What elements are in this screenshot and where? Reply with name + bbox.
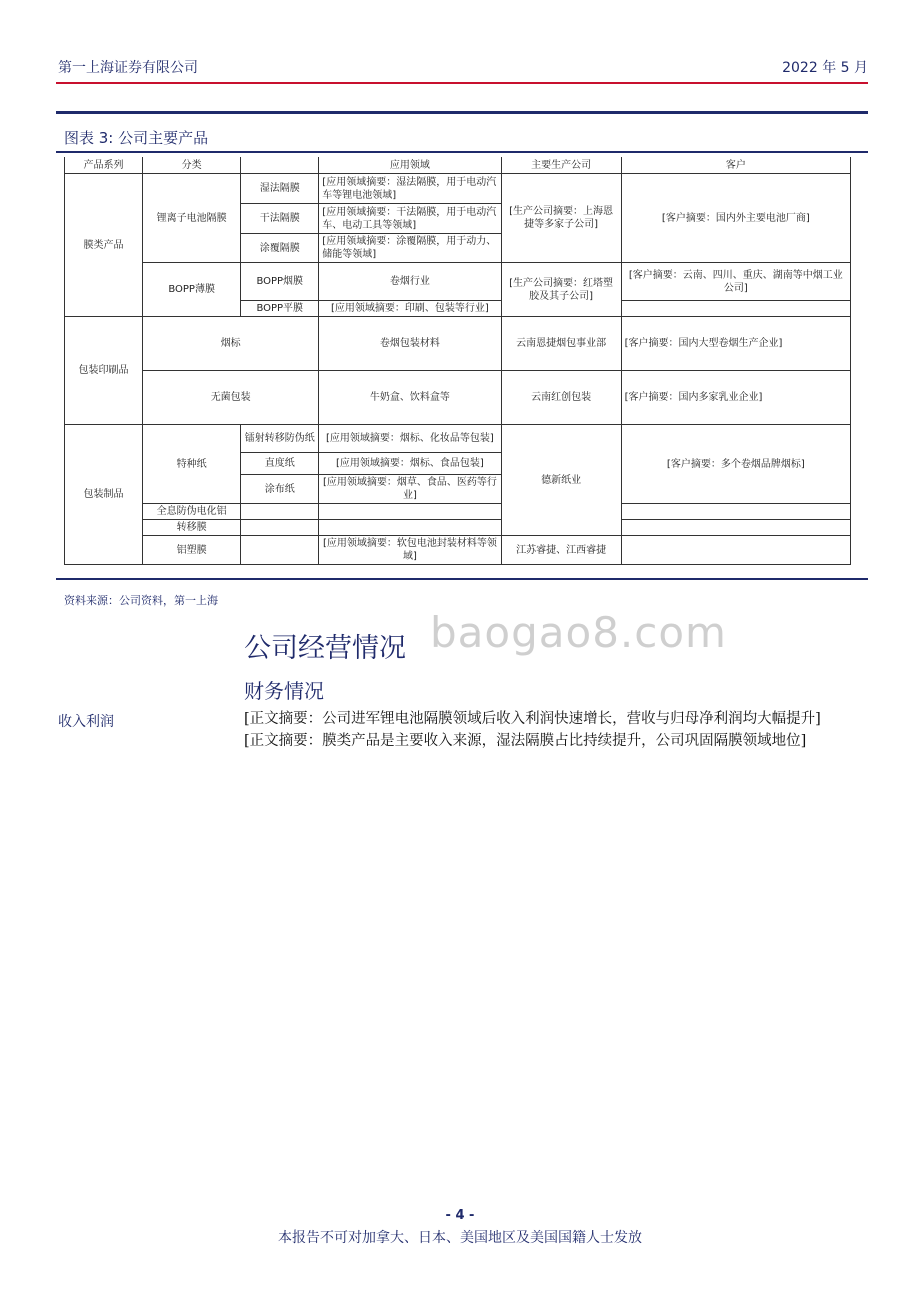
- customer-cell: [621, 301, 850, 317]
- subcategory-cell: 直度纸: [241, 453, 319, 475]
- series-cell: 包装制品: [65, 425, 143, 565]
- side-label: 收入利润: [58, 714, 114, 730]
- subcategory-cell: 湿法隔膜: [241, 174, 319, 204]
- section-subtitle: 财务情况: [244, 679, 324, 703]
- subcategory-cell: 干法隔膜: [241, 204, 319, 234]
- application-cell: [应用领域摘要：烟草、食品、医药等行业]: [319, 475, 501, 504]
- application-cell: [应用领域摘要：烟标、食品包装]: [319, 453, 501, 475]
- header-navy-rule: [56, 111, 868, 114]
- application-cell: [应用领域摘要：干法隔膜，用于电动汽车、电动工具等领域]: [319, 204, 501, 234]
- figure-bottom-rule: [56, 578, 868, 580]
- application-cell: 卷烟行业: [319, 263, 501, 301]
- table-header-row: [65, 157, 851, 174]
- body-text: [244, 708, 866, 752]
- category-cell: 全息防伪电化铝: [143, 504, 241, 520]
- application-cell: [应用领域摘要：涂覆隔膜，用于动力、储能等领域]: [319, 234, 501, 263]
- customer-cell: [621, 520, 850, 536]
- producer-cell: 云南恩捷烟包事业部: [501, 317, 621, 371]
- category-cell: 铝塑膜: [143, 536, 241, 565]
- table-row: [65, 504, 851, 520]
- application-cell: [应用领域摘要：烟标、化妆品等包装]: [319, 425, 501, 453]
- table-row: [65, 263, 851, 301]
- col-header-customer: 客户: [621, 157, 850, 174]
- subcategory-cell: 涂覆隔膜: [241, 234, 319, 263]
- subcategory-cell: [241, 520, 319, 536]
- footer-disclaimer: 本报告不可对加拿大、日本、美国地区及美国国籍人士发放: [278, 1230, 642, 1246]
- customer-cell: [621, 536, 850, 565]
- company-name: 第一上海证券有限公司: [58, 60, 198, 76]
- category-cell: 无菌包装: [143, 371, 319, 425]
- producer-cell: 德新纸业: [501, 425, 621, 536]
- report-date: 2022 年 5 月: [782, 60, 868, 76]
- category-cell: 锂离子电池隔膜: [143, 174, 241, 263]
- products-table: [64, 157, 851, 565]
- table-row: [65, 520, 851, 536]
- customer-cell: [客户摘要：国内大型卷烟生产企业]: [621, 317, 850, 371]
- producer-cell: [生产公司摘要：上海恩捷等多家子公司]: [501, 174, 621, 263]
- table-row: [65, 317, 851, 371]
- producer-cell: [生产公司摘要：红塔塑胶及其子公司]: [501, 263, 621, 317]
- watermark: baogao8.com: [430, 608, 727, 657]
- customer-cell: [客户摘要：国内外主要电池厂商]: [621, 174, 850, 263]
- subcategory-cell: 镭射转移防伪纸: [241, 425, 319, 453]
- subcategory-cell: [241, 536, 319, 565]
- figure-source: 资料来源：公司资料，第一上海: [64, 594, 218, 607]
- series-cell: 膜类产品: [65, 174, 143, 317]
- application-cell: 卷烟包装材料: [319, 317, 501, 371]
- header-red-rule: [56, 82, 868, 84]
- col-header-category: 分类: [143, 157, 241, 174]
- subcategory-cell: [241, 504, 319, 520]
- application-cell: [应用领域摘要：软包电池封装材料等领域]: [319, 536, 501, 565]
- paragraph: [正文摘要：膜类产品是主要收入来源，湿法隔膜占比持续提升，公司巩固隔膜领域地位]: [244, 733, 807, 749]
- category-cell: 特种纸: [143, 425, 241, 504]
- col-header-producer: 主要生产公司: [501, 157, 621, 174]
- table-row: [65, 425, 851, 453]
- table-row: [65, 371, 851, 425]
- category-cell: BOPP薄膜: [143, 263, 241, 317]
- application-cell: 牛奶盒、饮料盒等: [319, 371, 501, 425]
- col-header-application: 应用领域: [319, 157, 501, 174]
- customer-cell: [客户摘要：多个卷烟品牌烟标]: [621, 425, 850, 504]
- subcategory-cell: BOPP烟膜: [241, 263, 319, 301]
- series-cell: 包装印刷品: [65, 317, 143, 425]
- figure-title: 图表 3: 公司主要产品: [64, 129, 209, 147]
- category-cell: 烟标: [143, 317, 319, 371]
- section-title: 公司经营情况: [244, 633, 406, 664]
- application-cell: [319, 520, 501, 536]
- customer-cell: [621, 504, 850, 520]
- application-cell: [应用领域摘要：湿法隔膜，用于电动汽车等锂电池领域]: [319, 174, 501, 204]
- col-header-series: 产品系列: [65, 157, 143, 174]
- figure-top-rule: [56, 151, 868, 153]
- subcategory-cell: BOPP平膜: [241, 301, 319, 317]
- application-cell: [应用领域摘要：印刷、包装等行业]: [319, 301, 501, 317]
- producer-cell: 江苏睿捷、江西睿捷: [501, 536, 621, 565]
- table-row: [65, 536, 851, 565]
- subcategory-cell: 涂布纸: [241, 475, 319, 504]
- customer-cell: [客户摘要：云南、四川、重庆、湖南等中烟工业公司]: [621, 263, 850, 301]
- col-header-subcategory: [241, 157, 319, 174]
- paragraph: [正文摘要：公司进军锂电池隔膜领域后收入利润快速增长，营收与归母净利润均大幅提升]: [244, 711, 821, 727]
- category-cell: 转移膜: [143, 520, 241, 536]
- page-number: - 4 -: [445, 1208, 475, 1223]
- producer-cell: 云南红创包装: [501, 371, 621, 425]
- application-cell: [319, 504, 501, 520]
- customer-cell: [客户摘要：国内多家乳业企业]: [621, 371, 850, 425]
- table-row: [65, 174, 851, 204]
